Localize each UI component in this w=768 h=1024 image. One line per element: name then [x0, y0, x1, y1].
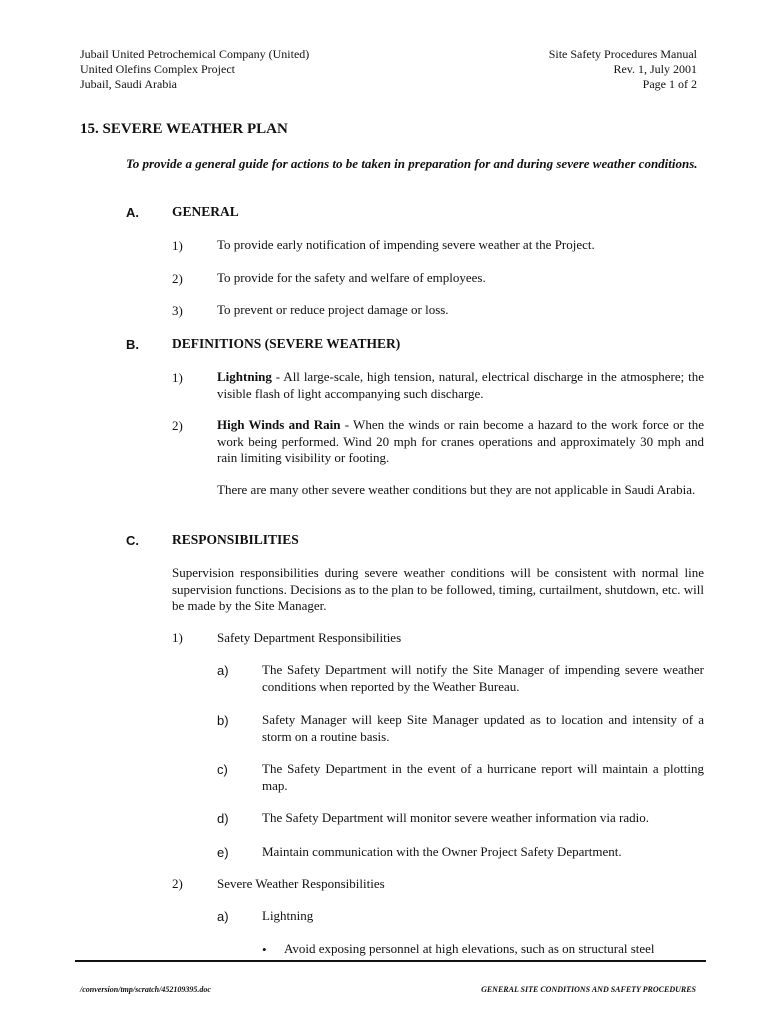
item-number: 3) [172, 303, 183, 318]
definition-text: - All large-scale, high tension, natural, electrical discharge in the atmosphere; the visible flash of light accompanying such discharge. [217, 369, 704, 401]
location: Jubail, Saudi Arabia [80, 77, 177, 91]
definition-text: - When the winds or rain become a hazard to the work force or the work being performed. Wind 20 mph for cranes operations and approximately 30 mph and rain limiting visibility or footing. [217, 417, 704, 465]
list-item: Safety Department Responsibilities [217, 630, 402, 645]
page-number: Page 1 of 2 [642, 77, 697, 91]
section-b-title: DEFINITIONS (SEVERE WEATHER) [172, 336, 401, 351]
section-c-letter: C. [126, 533, 139, 548]
item-number: 2) [172, 271, 183, 286]
manual-title: Site Safety Procedures Manual [548, 47, 697, 61]
bullet-item: Avoid exposing personnel at high elevations, such as on structural steel [284, 941, 655, 956]
list-item: To prevent or reduce project damage or loss. [217, 302, 449, 317]
sub-item: Maintain communication with the Owner Project Safety Department. [262, 844, 622, 859]
project-name: United Olefins Complex Project [80, 62, 235, 76]
item-number: 2) [172, 876, 183, 891]
definitions-note: There are many other severe weather conditions but they are not applicable in Saudi Arabia. [217, 482, 696, 497]
header-right [549, 47, 697, 92]
definition-wind-rain [217, 417, 704, 467]
sub-item-letter: a) [217, 909, 229, 924]
sub-item-letter: b) [217, 713, 229, 728]
sub-item: The Safety Department will monitor severe weather information via radio. [262, 810, 649, 825]
intro-text: To provide a general guide for actions to be taken in preparation for and during severe weather conditions. [126, 156, 698, 171]
sub-item: The Safety Department will notify the Site Manager of impending severe weather conditions when reported by the Weather Bureau. [262, 662, 704, 694]
company-name: Jubail United Petrochemical Company (United) [80, 47, 310, 61]
footer-section-title: GENERAL SITE CONDITIONS AND SAFETY PROCEDURES [481, 985, 696, 994]
list-item: Severe Weather Responsibilities [217, 876, 385, 891]
revision: Rev. 1, July 2001 [613, 62, 697, 76]
term-wind-rain: High Winds and Rain [217, 417, 341, 432]
responsibilities-paragraph: Supervision responsibilities during severe weather conditions will be consistent with normal line supervision functions. Decisions as to the plan to be followed, timing, curtailment, shutdown, etc. will be made by the Site Manager. [172, 565, 704, 613]
section-c-title: RESPONSIBILITIES [172, 532, 299, 547]
section-a-title: GENERAL [172, 204, 239, 219]
item-number: 1) [172, 238, 183, 253]
definition-lightning [217, 369, 704, 402]
list-item: To provide early notification of impending severe weather at the Project. [217, 237, 595, 252]
footer-divider [75, 960, 706, 962]
item-number: 2) [172, 418, 183, 433]
sub-item-letter: a) [217, 663, 229, 678]
section-a-letter: A. [126, 205, 139, 220]
list-item: To provide for the safety and welfare of employees. [217, 270, 486, 285]
header-left [80, 47, 309, 92]
item-number: 1) [172, 630, 183, 645]
sub-item: Safety Manager will keep Site Manager updated as to location and intensity of a storm on a routine basis. [262, 712, 704, 744]
sub-item-letter: c) [217, 762, 228, 777]
sub-item: Lightning [262, 908, 314, 923]
sub-item: The Safety Department in the event of a hurricane report will maintain a plotting map. [262, 761, 704, 793]
item-number: 1) [172, 370, 183, 385]
term-lightning: Lightning [217, 369, 272, 384]
bullet-icon: • [262, 942, 267, 957]
page-title: 15. SEVERE WEATHER PLAN [80, 121, 288, 137]
sub-item-letter: e) [217, 845, 229, 860]
sub-item-letter: d) [217, 811, 229, 826]
file-path: /conversion/tmp/scratch/452109395.doc [80, 985, 211, 994]
section-b-letter: B. [126, 337, 139, 352]
